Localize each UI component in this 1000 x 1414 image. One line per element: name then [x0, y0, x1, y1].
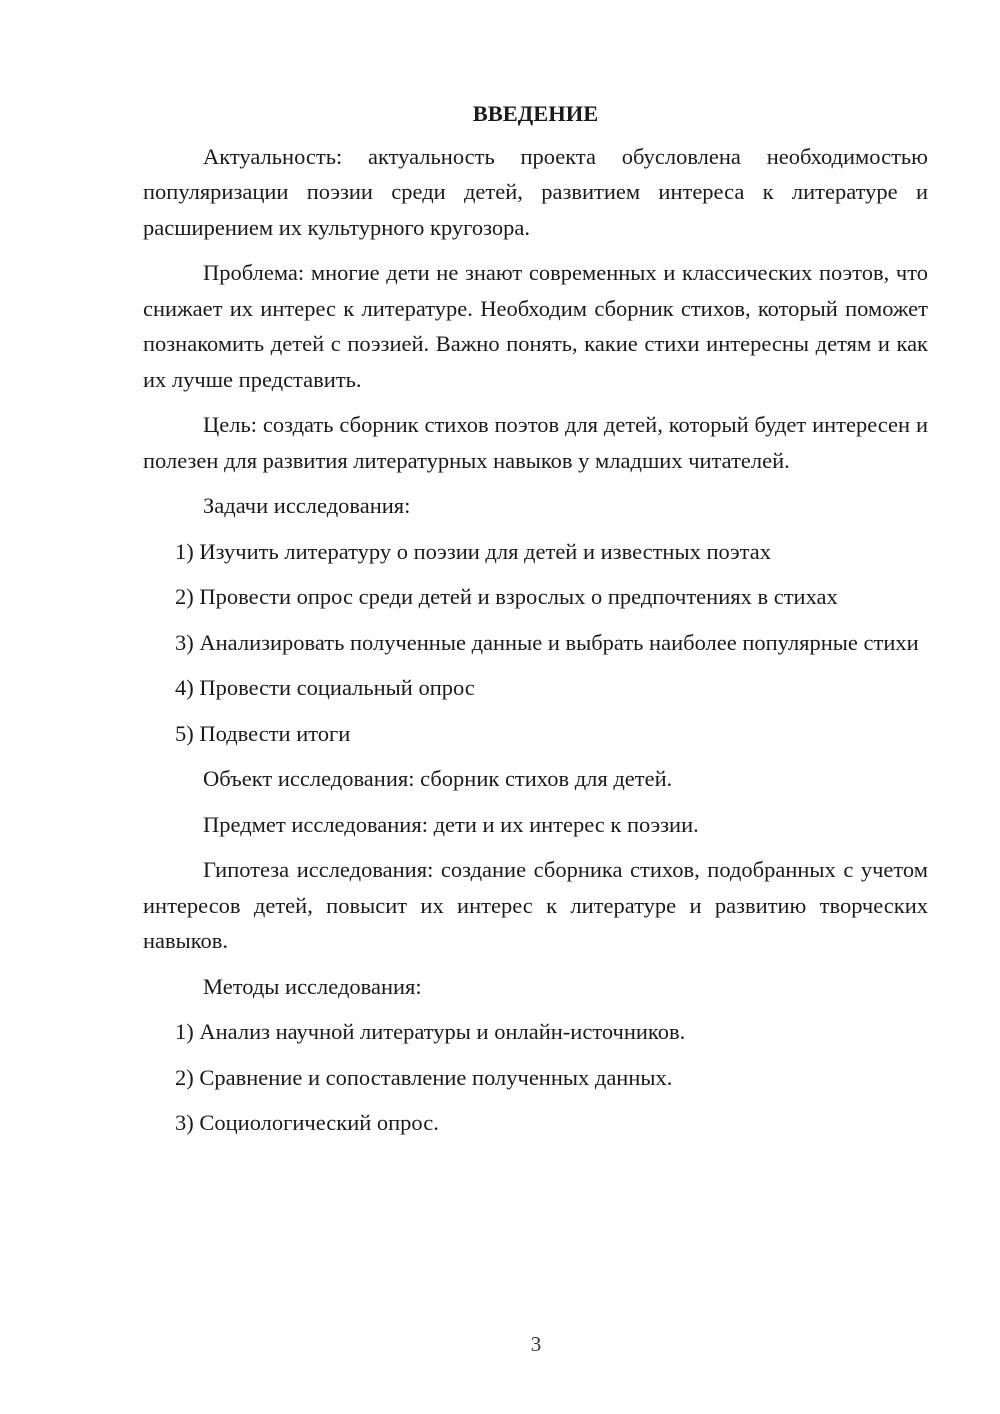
method-item: 1) Анализ научной литературы и онлайн-источников. — [175, 1019, 686, 1044]
object-paragraph: Объект исследования: сборник стихов для детей. — [203, 766, 673, 791]
method-item: 3) Социологический опрос. — [175, 1110, 439, 1135]
problem-paragraph: Проблема: многие дети не знают современных и классических поэтов, что снижает их интерес к литературе. Необходим сборник стихов, который поможет познакомить детей с поэзией. Важно понять, какие стихи интересны детям и как их лучше представить. — [143, 260, 928, 392]
hypothesis-paragraph: Гипотеза исследования: создание сборника стихов, подобранных с учетом интересов детей, повысит их интерес к литературе и развитию творческих навыков. — [143, 857, 928, 953]
method-item: 2) Сравнение и сопоставление полученных данных. — [175, 1064, 673, 1090]
task-item: 4) Провести социальный опрос — [175, 675, 475, 700]
methods-heading: Методы исследования: — [203, 973, 422, 999]
relevance-paragraph: Актуальность: актуальность проекта обусловлена необходимостью популяризации поэзии среди детей, развитием интереса к литературе и расширением их культурного кругозора. — [143, 143, 928, 240]
subject-paragraph: Предмет исследования: дети и их интерес к поэзии. — [203, 811, 699, 837]
section-title: ВВЕДЕНИЕ — [472, 101, 599, 126]
task-item: 2) Провести опрос среди детей и взрослых о предпочтениях в стихах — [175, 584, 838, 609]
page-number: 3 — [530, 1332, 542, 1356]
task-item: 5) Подвести итоги — [175, 720, 351, 746]
task-item: 3) Анализировать полученные данные и выбрать наиболее популярные стихи — [175, 629, 919, 655]
page-content — [143, 96, 928, 1151]
tasks-heading: Задачи исследования: — [203, 493, 411, 518]
goal-paragraph: Цель: создать сборник стихов поэтов для детей, который будет интересен и полезен для развития литературных навыков у младших читателей. — [143, 412, 928, 473]
task-item: 1) Изучить литературу о поэзии для детей и известных поэтах — [175, 538, 772, 564]
